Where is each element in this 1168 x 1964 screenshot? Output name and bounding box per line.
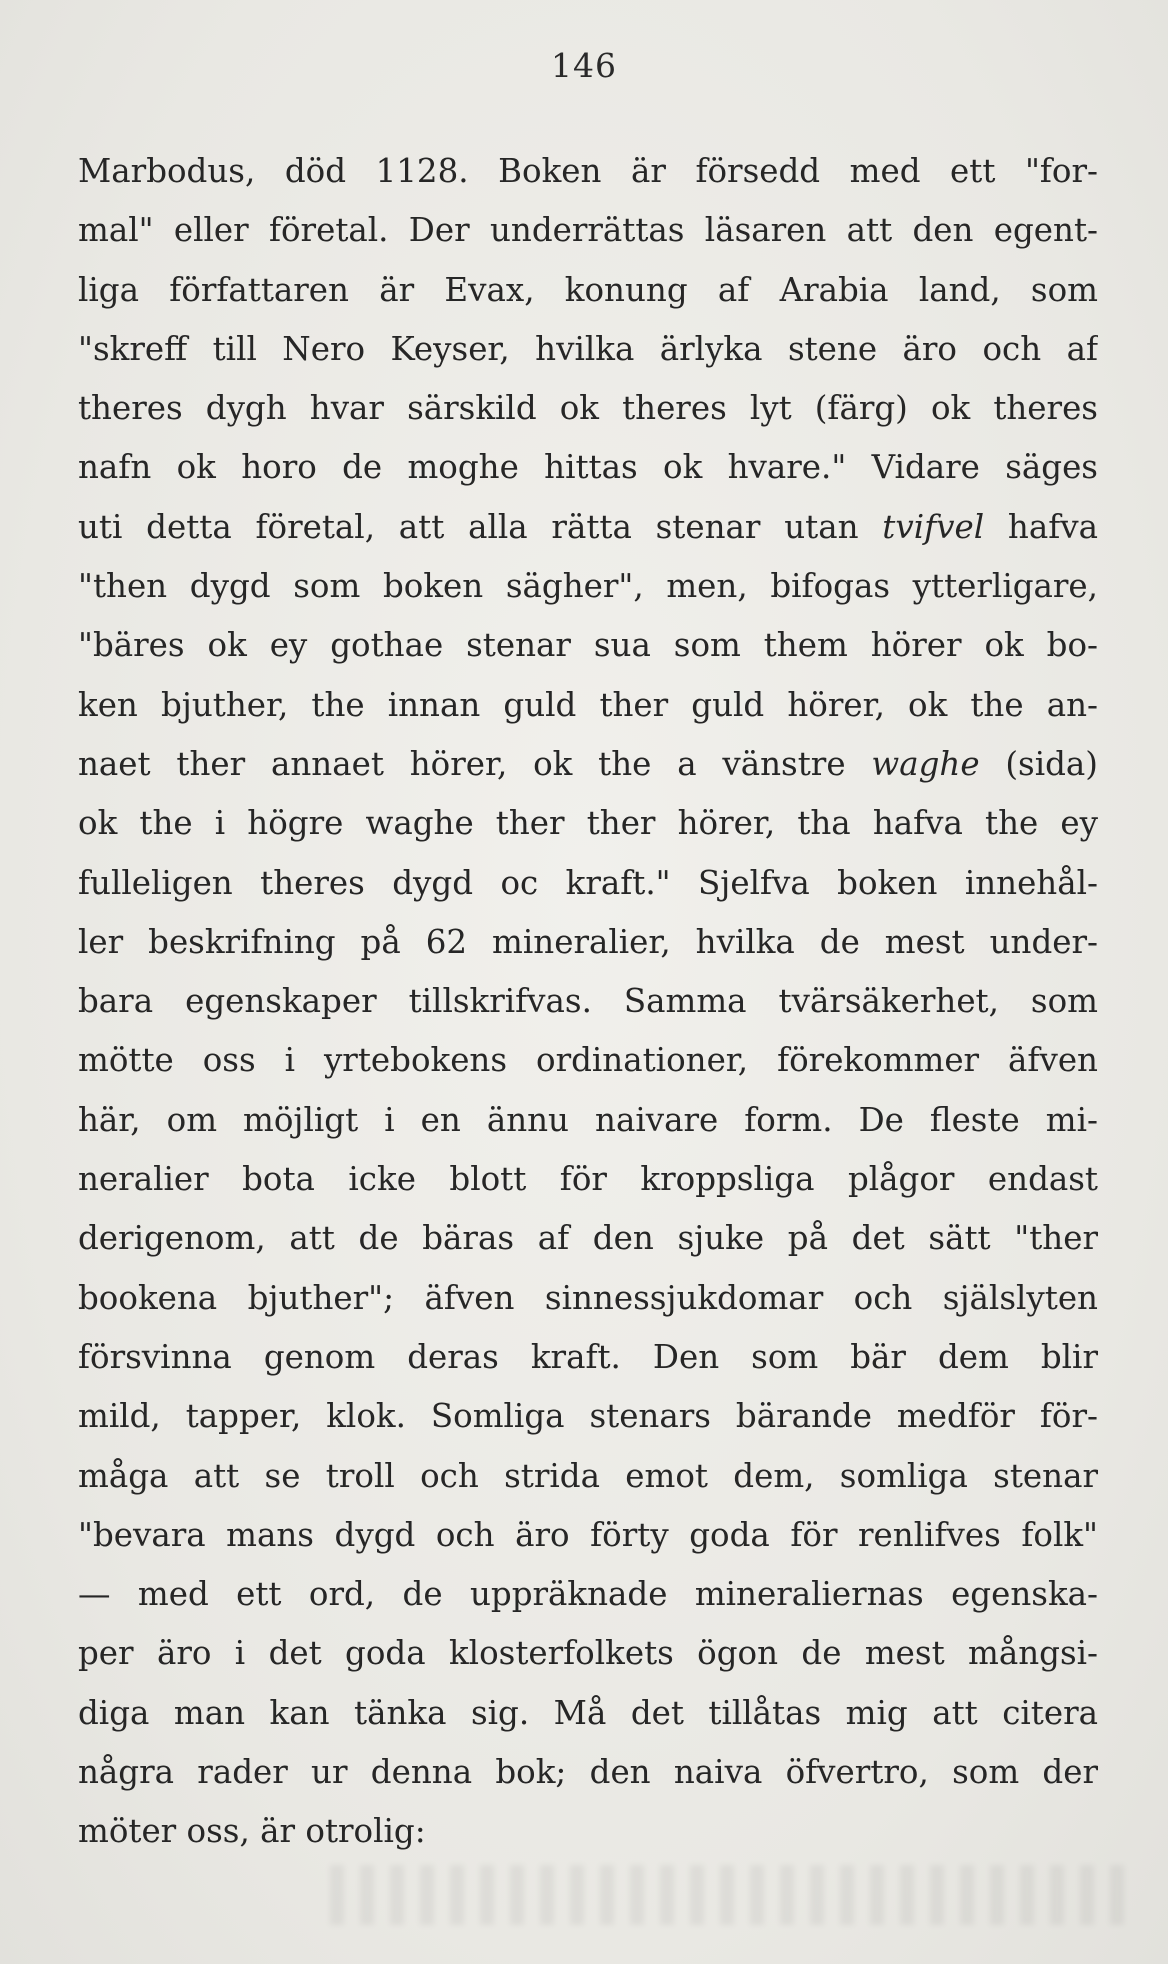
line-text: per äro i det goda klosterfolkets ögon de mest mångsi-	[78, 1634, 1098, 1673]
line-text: liga författaren är Evax, konung af Arabia land, som	[78, 270, 1098, 309]
line-text: naet ther annaet hörer, ok the a vänstre	[78, 744, 872, 783]
page-number: 146	[551, 46, 617, 85]
text-line	[78, 913, 1098, 972]
line-text: nafn ok horo de moghe hittas ok hvare." Vidare säges	[78, 448, 1098, 487]
text-line	[78, 854, 1098, 913]
line-text: "skreff till Nero Keyser, hvilka ärlyka stene äro och af	[78, 329, 1098, 368]
italic-word: waghe	[871, 744, 980, 783]
line-text: uti detta företal, att alla rätta stenar utan	[78, 507, 883, 546]
line-text: måga att se troll och strida emot dem, somliga stenar	[78, 1456, 1098, 1495]
line-text: ken bjuther, the innan guld ther guld hörer, ok the an-	[78, 685, 1098, 724]
line-text: bara egenskaper tillskrifvas. Samma tvärsäkerhet, som	[78, 982, 1098, 1021]
body-text	[78, 142, 1098, 1862]
text-line	[78, 1328, 1098, 1387]
text-line	[78, 972, 1098, 1031]
line-text: försvinna genom deras kraft. Den som bär dem blir	[78, 1337, 1098, 1376]
line-text: (sida)	[979, 744, 1098, 783]
line-text: theres dygh hvar särskild ok theres lyt (färg) ok theres	[78, 389, 1098, 428]
line-text: diga man kan tänka sig. Må det tillåtas mig att citera	[78, 1693, 1098, 1732]
line-text: "then dygd som boken sägher", men, bifogas ytterligare,	[78, 567, 1098, 606]
line-text: mal" eller företal. Der underrättas läsaren att den egent-	[78, 211, 1098, 250]
line-text: här, om möjligt i en ännu naivare form. De fleste mi-	[78, 1100, 1098, 1139]
line-text: bookena bjuther"; äfven sinnessjukdomar och själslyten	[78, 1278, 1098, 1317]
text-line	[78, 794, 1098, 853]
line-text: "bäres ok ey gothae stenar sua som them hörer ok bo-	[78, 626, 1098, 665]
text-line	[78, 1031, 1098, 1090]
italic-word: tvifvel	[882, 507, 985, 546]
line-text: — med ett ord, de uppräknade mineraliernas egenska-	[78, 1575, 1098, 1614]
text-line	[78, 1150, 1098, 1209]
text-line	[78, 438, 1098, 497]
text-line	[78, 1209, 1098, 1268]
text-line	[78, 735, 1098, 794]
text-line	[78, 616, 1098, 675]
line-text: mötte oss i yrtebokens ordinationer, förekommer äfven	[78, 1041, 1098, 1080]
line-text: derigenom, att de bäras af den sjuke på det sätt "ther	[78, 1219, 1098, 1258]
text-line	[78, 1684, 1098, 1743]
text-line	[78, 676, 1098, 735]
line-text: Marbodus, död 1128. Boken är försedd med ett "for-	[78, 152, 1098, 190]
line-text: "bevara mans dygd och äro förty goda för renlifves folk"	[78, 1515, 1098, 1554]
text-line	[78, 1387, 1098, 1446]
text-line	[78, 1269, 1098, 1328]
line-text: fulleligen theres dygd oc kraft." Sjelfva boken innehål-	[78, 863, 1098, 902]
text-line	[78, 1565, 1098, 1624]
text-line	[78, 557, 1098, 616]
line-text: neralier bota icke blott för kroppsliga plågor endast	[78, 1160, 1098, 1199]
line-text: några rader ur denna bok; den naiva öfvertro, som der	[78, 1753, 1098, 1792]
text-line	[78, 142, 1098, 201]
text-line	[78, 1506, 1098, 1565]
text-line	[78, 1802, 1098, 1861]
text-line	[78, 1624, 1098, 1683]
text-line	[78, 379, 1098, 438]
text-line	[78, 1447, 1098, 1506]
text-line	[78, 1091, 1098, 1150]
text-line	[78, 201, 1098, 260]
text-line	[78, 261, 1098, 320]
bleed-through-texture	[330, 1865, 1130, 1925]
text-line	[78, 320, 1098, 379]
line-text: hafva	[984, 507, 1098, 546]
line-text: mild, tapper, klok. Somliga stenars bärande medför för-	[78, 1397, 1098, 1436]
line-text: möter oss, är otrolig:	[78, 1812, 426, 1851]
text-line	[78, 1743, 1098, 1802]
line-text: ler beskrifning på 62 mineralier, hvilka de mest under-	[78, 922, 1098, 961]
text-line	[78, 498, 1098, 557]
line-text: ok the i högre waghe ther ther hörer, tha hafva the ey	[78, 804, 1098, 843]
